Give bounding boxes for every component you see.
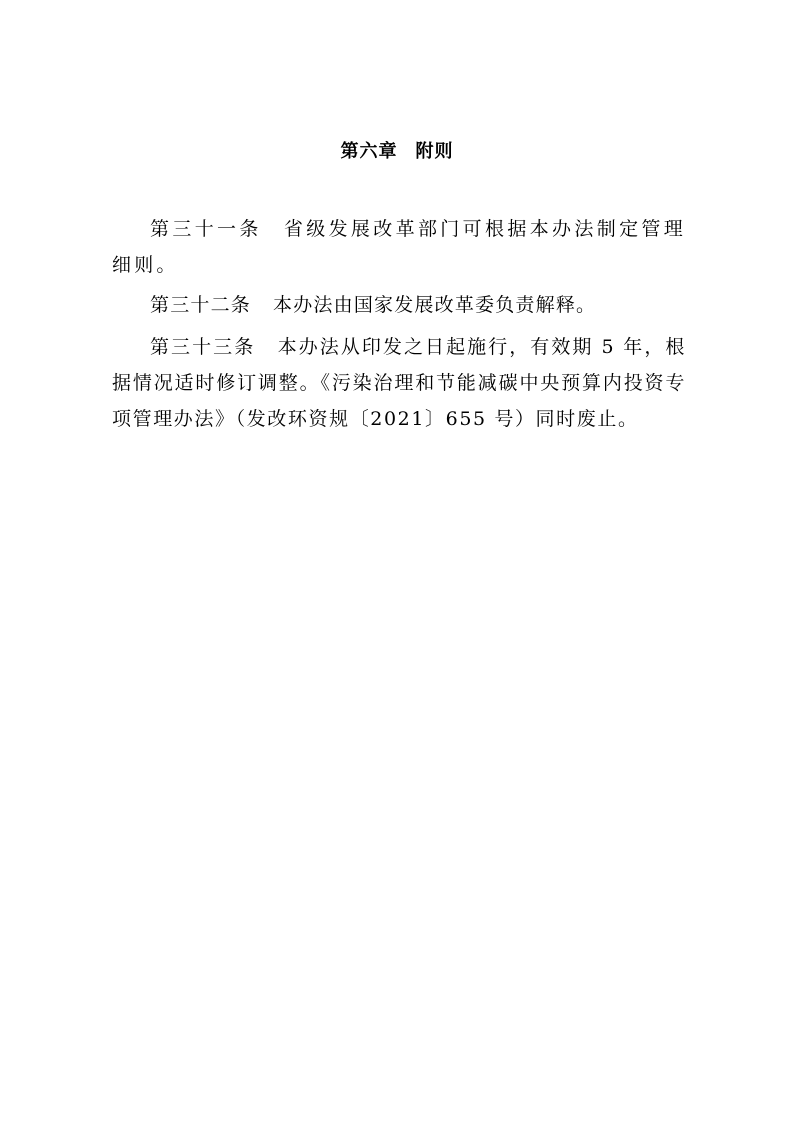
chapter-number: 第六章 bbox=[340, 141, 398, 162]
article-31 bbox=[112, 211, 686, 283]
article-32 bbox=[112, 287, 686, 323]
article-label: 第三十一条 bbox=[150, 218, 262, 240]
chapter-heading bbox=[0, 140, 794, 164]
article-text: 本办法从印发之日起施行，有效期 5 年，根据情况适时修订调整。《污染治理和节能减碳中央预算内投资专项管理办法》（发改环资规〔2021〕655 号）同时废止。 bbox=[112, 336, 686, 430]
article-label: 第三十二条 bbox=[150, 294, 252, 316]
article-text: 省级发展改革部门可根据本办法制定管理细则。 bbox=[112, 218, 686, 276]
article-label: 第三十三条 bbox=[150, 336, 256, 358]
article-33 bbox=[112, 329, 686, 437]
chapter-title: 附则 bbox=[415, 141, 454, 162]
article-text: 本办法由国家发展改革委负责解释。 bbox=[273, 294, 597, 316]
